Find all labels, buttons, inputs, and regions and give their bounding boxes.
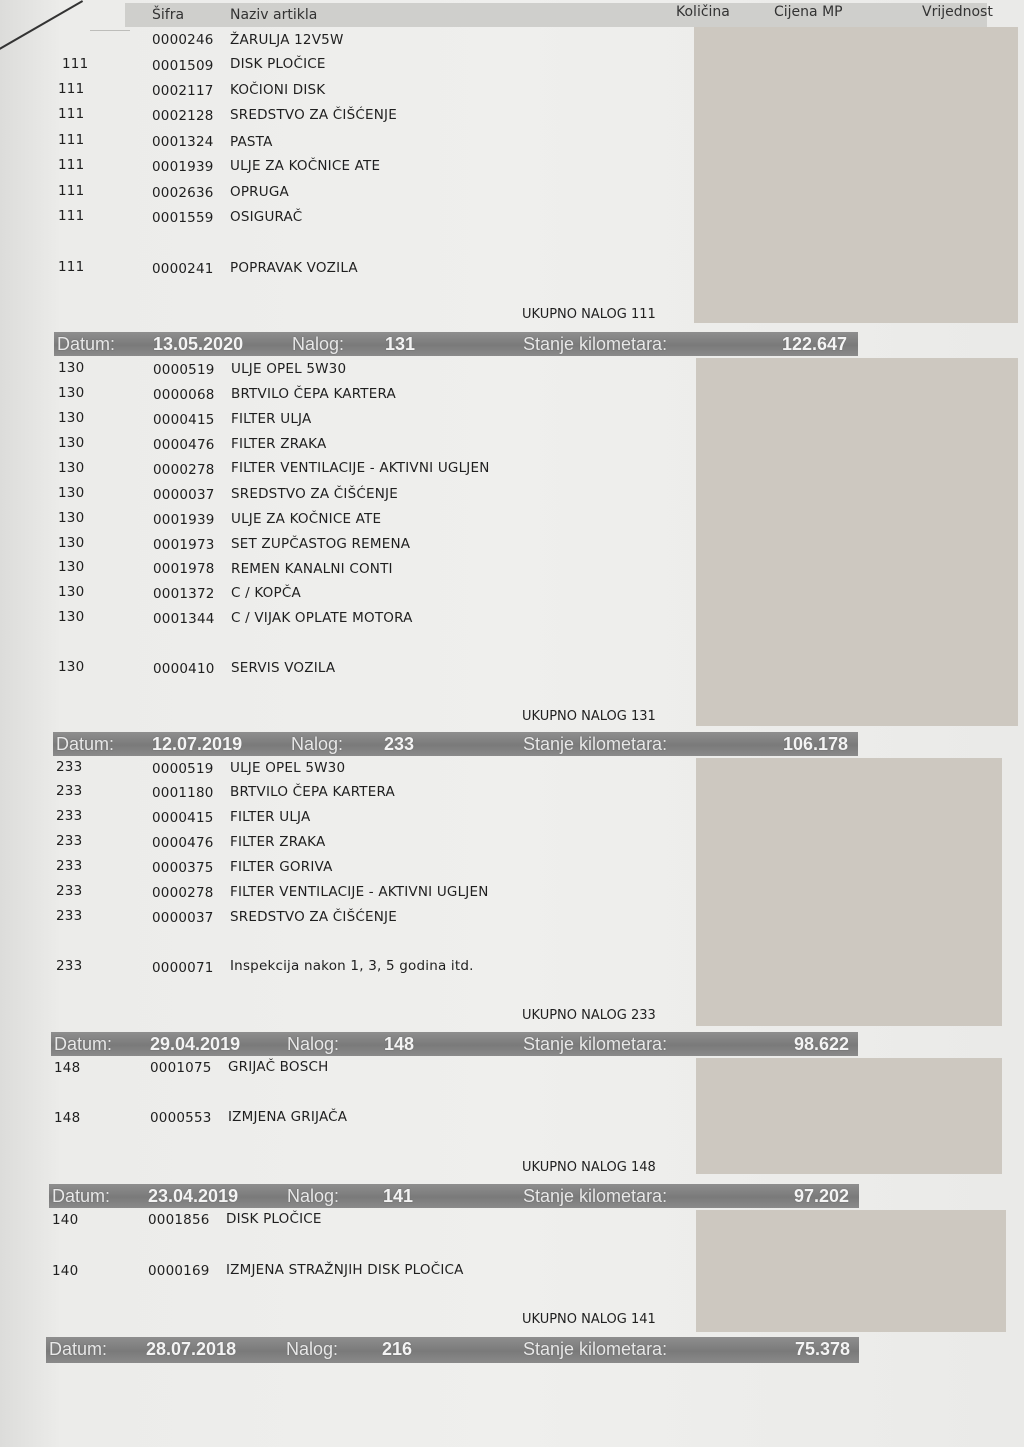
item-name: ULJE ZA KOČNICE ATE (231, 511, 382, 527)
item-nalog: 233 (56, 858, 83, 874)
order-band (53, 732, 858, 756)
order-band (51, 1032, 858, 1056)
item-nalog: 233 (56, 883, 83, 899)
item-nalog: 233 (56, 759, 83, 775)
item-nalog: 140 (52, 1212, 79, 1228)
km-label: Stanje kilometara: (523, 734, 668, 754)
item-nalog: 111 (58, 259, 85, 275)
item-code: 0000071 (152, 960, 214, 976)
redaction-block (696, 1210, 1006, 1332)
item-nalog: 130 (58, 659, 85, 675)
item-name: FILTER ULJA (231, 411, 312, 427)
datum-label: Datum: (54, 1034, 113, 1054)
nalog-total: UKUPNO NALOG 141 (522, 1312, 656, 1327)
item-code: 0000169 (148, 1263, 210, 1279)
item-name: BRTVILO ČEPA KARTERA (230, 784, 395, 800)
nalog-total: UKUPNO NALOG 148 (522, 1160, 656, 1175)
item-code: 0001372 (153, 586, 215, 602)
item-code: 0001075 (150, 1060, 212, 1076)
item-code: 0001180 (152, 785, 214, 801)
item-nalog: 233 (56, 808, 83, 824)
item-name: FILTER VENTILACIJE - AKTIVNI UGLJEN (231, 460, 490, 476)
nalog-label: Nalog: (291, 734, 344, 754)
redaction-block (694, 27, 1018, 323)
item-nalog: 140 (52, 1263, 79, 1279)
item-name: SREDSTVO ZA ČIŠĆENJE (230, 107, 397, 123)
item-nalog: 130 (58, 510, 85, 526)
item-code: 0001856 (148, 1212, 210, 1228)
item-name: ŽARULJA 12V5W (230, 32, 344, 48)
item-nalog: 148 (54, 1060, 81, 1076)
item-name: SREDSTVO ZA ČIŠĆENJE (230, 909, 397, 925)
item-name: SERVIS VOZILA (231, 660, 336, 676)
datum-label: Datum: (56, 734, 115, 754)
item-name: PASTA (230, 134, 273, 150)
item-name: C / KOPČA (231, 585, 301, 601)
item-name: ULJE ZA KOČNICE ATE (230, 158, 381, 174)
km-label: Stanje kilometara: (523, 1339, 668, 1359)
item-code: 0000415 (152, 810, 214, 826)
item-name: FILTER ZRAKA (230, 834, 326, 850)
datum-label: Datum: (57, 334, 116, 354)
item-code: 0000241 (152, 261, 214, 277)
item-nalog: 130 (58, 360, 85, 376)
item-name: ULJE OPEL 5W30 (231, 361, 347, 377)
order-date: 29.04.2019 (150, 1034, 241, 1054)
item-name: KOČIONI DISK (230, 82, 326, 98)
item-code: 0000519 (152, 761, 214, 777)
order-band (46, 1337, 859, 1363)
header-vrijednost: Vrijednost (922, 4, 993, 20)
km-label: Stanje kilometara: (523, 1186, 668, 1206)
item-nalog: 111 (62, 56, 89, 72)
item-nalog: 233 (56, 908, 83, 924)
item-code: 0000415 (153, 412, 215, 428)
item-code: 0000410 (153, 661, 215, 677)
item-name: Inspekcija nakon 1, 3, 5 godina itd. (230, 958, 474, 974)
item-name: GRIJAČ BOSCH (228, 1059, 329, 1075)
order-date: 12.07.2019 (152, 734, 243, 754)
item-name: IZMJENA GRIJAČA (228, 1109, 348, 1125)
item-code: 0000037 (152, 910, 214, 926)
km-label: Stanje kilometara: (523, 334, 668, 354)
item-code: 0001939 (152, 159, 214, 175)
header-kolicina: Količina (676, 4, 730, 20)
item-code: 0002128 (152, 108, 214, 124)
nalog-label: Nalog: (287, 1034, 340, 1054)
nalog-total: UKUPNO NALOG 111 (522, 307, 656, 322)
order-number: 141 (383, 1186, 414, 1206)
item-name: DISK PLOČICE (230, 56, 326, 72)
item-code: 0000553 (150, 1110, 212, 1126)
item-nalog: 130 (58, 609, 85, 625)
order-number: 148 (384, 1034, 415, 1054)
item-code: 0000519 (153, 362, 215, 378)
item-nalog: 130 (58, 385, 85, 401)
header-sifra: Šifra (152, 7, 185, 23)
nalog-total: UKUPNO NALOG 131 (522, 709, 656, 724)
item-name: POPRAVAK VOZILA (230, 260, 358, 276)
nalog-total: UKUPNO NALOG 233 (522, 1008, 656, 1023)
item-name: BRTVILO ČEPA KARTERA (231, 386, 396, 402)
item-name: FILTER GORIVA (230, 859, 333, 875)
item-nalog: 233 (56, 783, 83, 799)
item-nalog: 130 (58, 485, 85, 501)
order-date: 28.07.2018 (146, 1339, 237, 1359)
order-number: 216 (382, 1339, 413, 1359)
item-nalog: 111 (58, 106, 85, 122)
item-nalog: 111 (58, 132, 85, 148)
km-value: 122.647 (782, 334, 848, 354)
item-nalog: 148 (54, 1110, 81, 1126)
item-nalog: 130 (58, 460, 85, 476)
item-nalog: 130 (58, 559, 85, 575)
item-name: OPRUGA (230, 184, 289, 200)
nalog-label: Nalog: (292, 334, 345, 354)
item-name: DISK PLOČICE (226, 1211, 322, 1227)
item-code: 0000278 (152, 885, 214, 901)
item-name: IZMJENA STRAŽNJIH DISK PLOČICA (226, 1262, 464, 1278)
nalog-label: Nalog: (286, 1339, 339, 1359)
item-name: SREDSTVO ZA ČIŠĆENJE (231, 486, 398, 502)
item-code: 0001324 (152, 134, 214, 150)
item-nalog: 233 (56, 958, 83, 974)
item-code: 0001509 (152, 58, 214, 74)
item-nalog: 111 (58, 208, 85, 224)
item-code: 0002636 (152, 185, 214, 201)
item-name: FILTER ULJA (230, 809, 311, 825)
km-value: 106.178 (783, 734, 849, 754)
km-label: Stanje kilometara: (523, 1034, 668, 1054)
item-name: OSIGURAČ (230, 209, 303, 225)
redaction-block (696, 1058, 1002, 1174)
item-nalog: 130 (58, 410, 85, 426)
item-code: 0000246 (152, 32, 214, 48)
header-cijena: Cijena MP (774, 4, 843, 20)
km-value: 97.202 (794, 1186, 850, 1206)
item-nalog: 111 (58, 157, 85, 173)
item-name: SET ZUPČASTOG REMENA (231, 536, 411, 552)
item-nalog: 233 (56, 833, 83, 849)
nalog-label: Nalog: (287, 1186, 340, 1206)
datum-label: Datum: (52, 1186, 111, 1206)
item-code: 0001559 (152, 210, 214, 226)
header-naziv: Naziv artikla (230, 7, 318, 23)
order-band (49, 1184, 859, 1208)
item-code: 0000278 (153, 462, 215, 478)
item-code: 0000037 (153, 487, 215, 503)
item-name: ULJE OPEL 5W30 (230, 760, 346, 776)
item-code: 0002117 (152, 83, 214, 99)
datum-label: Datum: (49, 1339, 108, 1359)
item-code: 0000476 (152, 835, 214, 851)
item-nalog: 111 (58, 81, 85, 97)
item-name: FILTER VENTILACIJE - AKTIVNI UGLJEN (230, 884, 489, 900)
item-code: 0001973 (153, 537, 215, 553)
item-name: C / VIJAK OPLATE MOTORA (231, 610, 413, 626)
item-nalog: 130 (58, 435, 85, 451)
order-number: 131 (385, 334, 416, 354)
order-band (54, 332, 858, 356)
item-name: REMEN KANALNI CONTI (231, 561, 393, 577)
item-nalog: 111 (58, 183, 85, 199)
item-code: 0000068 (153, 387, 215, 403)
item-code: 0001344 (153, 611, 215, 627)
item-code: 0001978 (153, 561, 215, 577)
km-value: 75.378 (795, 1339, 851, 1359)
item-nalog: 130 (58, 584, 85, 600)
header-corner-line (90, 0, 130, 31)
order-date: 13.05.2020 (153, 334, 244, 354)
item-code: 0000375 (152, 860, 214, 876)
order-number: 233 (384, 734, 415, 754)
item-name: FILTER ZRAKA (231, 436, 327, 452)
item-nalog: 130 (58, 535, 85, 551)
redaction-block (696, 358, 1018, 726)
order-date: 23.04.2019 (148, 1186, 239, 1206)
redaction-block (696, 758, 1002, 1026)
item-code: 0000476 (153, 437, 215, 453)
km-value: 98.622 (794, 1034, 850, 1054)
item-code: 0001939 (153, 512, 215, 528)
